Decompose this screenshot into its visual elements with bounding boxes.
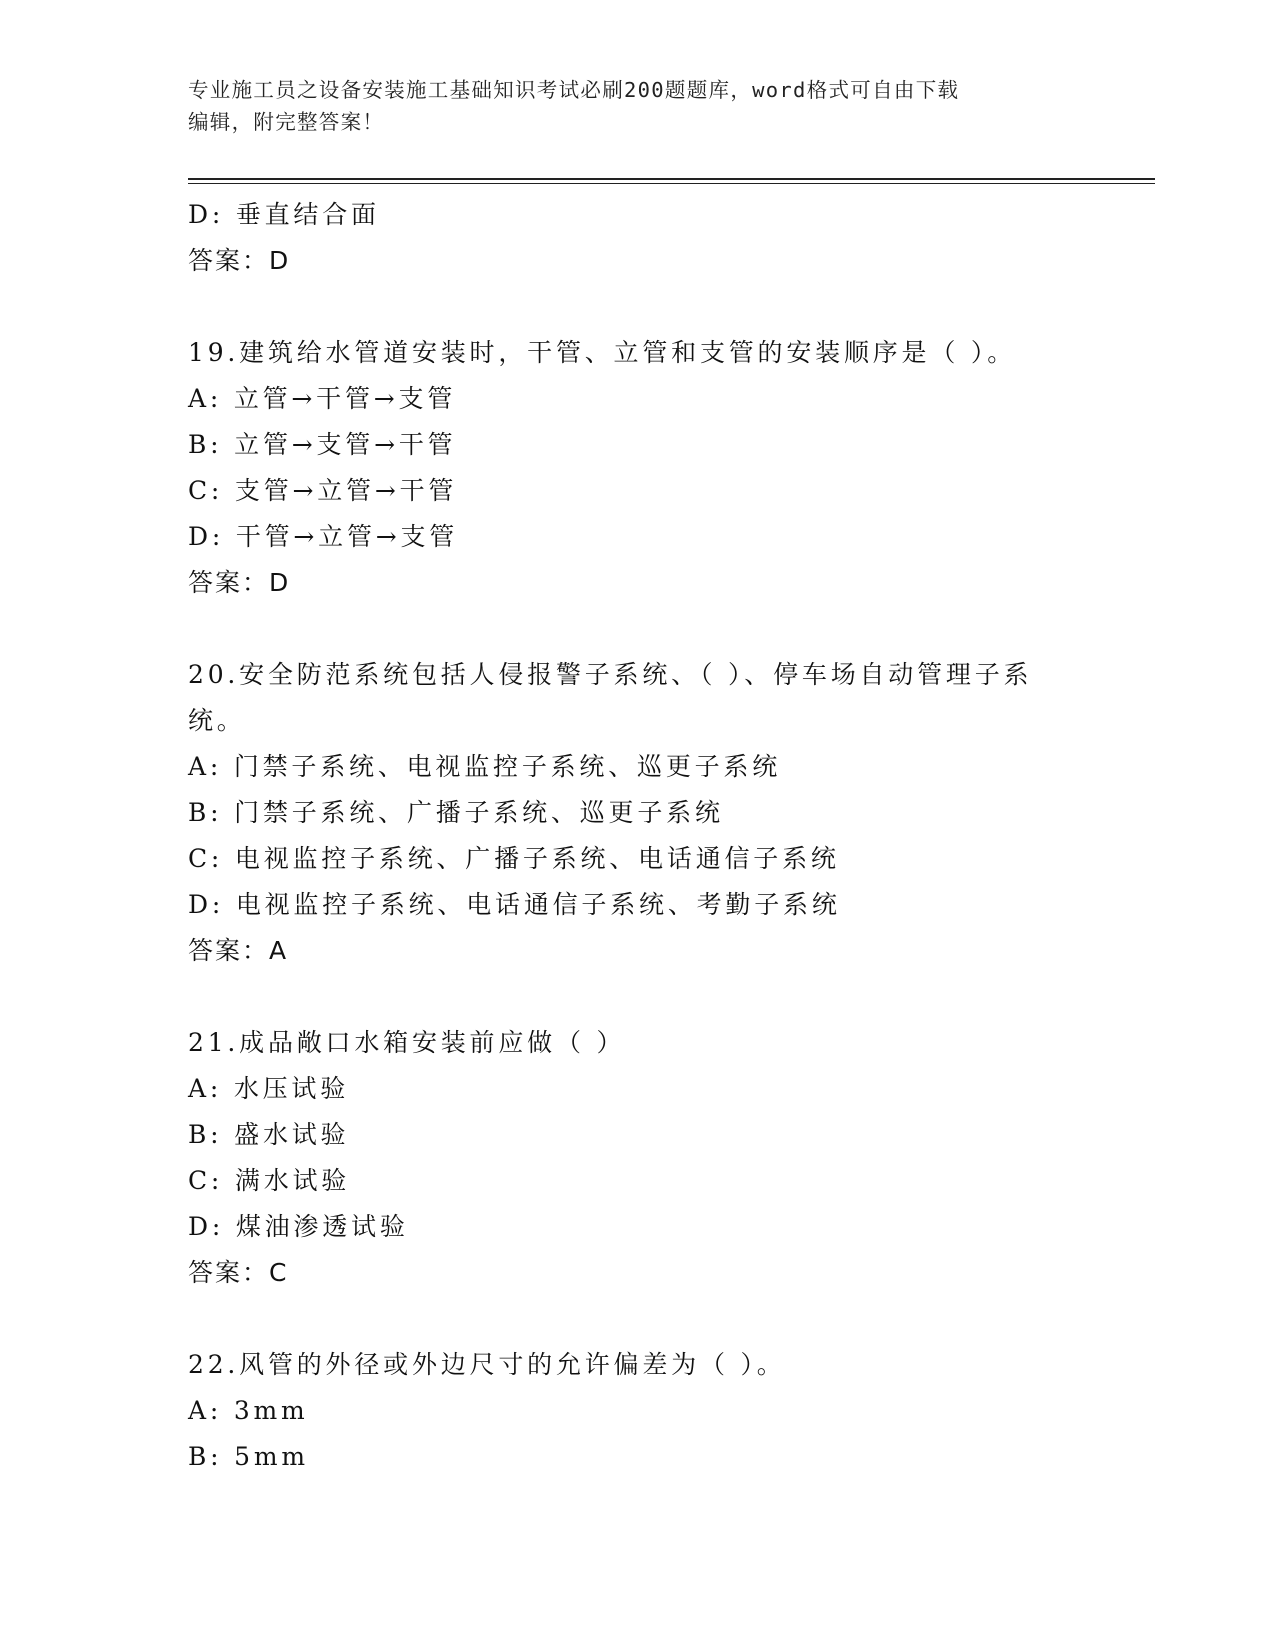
spacer [188, 284, 1088, 330]
header-title-line-2: 编辑，附完整答案！ [188, 110, 385, 134]
q20-stem-line-2: 统。 [188, 706, 246, 735]
q19-answer: 答案：D [188, 568, 291, 597]
q21-option-c: C: 满水试验 [188, 1166, 351, 1195]
q20-answer: 答案：A [188, 936, 289, 965]
q19-option-d: D: 干管→立管→支管 [188, 522, 459, 551]
prev-option-d: D: 垂直结合面 [188, 200, 380, 229]
spacer [188, 606, 1088, 652]
spacer [188, 974, 1088, 1020]
header-divider-thick [188, 178, 1155, 180]
q20-stem-line-1: 20.安全防范系统包括人侵报警子系统、（ ）、停车场自动管理子系 [188, 660, 1033, 689]
header-divider-thin [188, 183, 1155, 184]
q20-option-c: C: 电视监控子系统、广播子系统、电话通信子系统 [188, 844, 840, 873]
q21-stem: 21.成品敞口水箱安装前应做（ ） [188, 1028, 626, 1057]
q21-answer: 答案：C [188, 1258, 289, 1287]
q20-option-d: D: 电视监控子系统、电话通信子系统、考勤子系统 [188, 890, 841, 919]
spacer [188, 1296, 1088, 1342]
q21-option-b: B: 盛水试验 [188, 1120, 350, 1149]
q22-stem: 22.风管的外径或外边尺寸的允许偏差为（ ）。 [188, 1350, 786, 1379]
q19-option-a: A: 立管→干管→支管 [188, 384, 457, 413]
q19-option-b: B: 立管→支管→干管 [188, 430, 457, 459]
q21-option-d: D: 煤油渗透试验 [188, 1212, 409, 1241]
q20-option-b: B: 门禁子系统、广播子系统、巡更子系统 [188, 798, 724, 827]
prev-answer: 答案：D [188, 246, 291, 275]
q22-option-b: B: 5mm [188, 1442, 309, 1471]
q19-option-c: C: 支管→立管→干管 [188, 476, 458, 505]
q20-option-a: A: 门禁子系统、电视监控子系统、巡更子系统 [188, 752, 782, 781]
document-header [188, 74, 1088, 138]
q21-option-a: A: 水压试验 [188, 1074, 350, 1103]
q22-option-a: A: 3mm [188, 1396, 309, 1425]
header-title-line-1: 专业施工员之设备安装施工基础知识考试必刷200题题库，word格式可自由下载 [188, 78, 960, 102]
question-list [188, 192, 1088, 1480]
q19-stem: 19.建筑给水管道安装时，干管、立管和支管的安装顺序是（ ）。 [188, 338, 1017, 367]
